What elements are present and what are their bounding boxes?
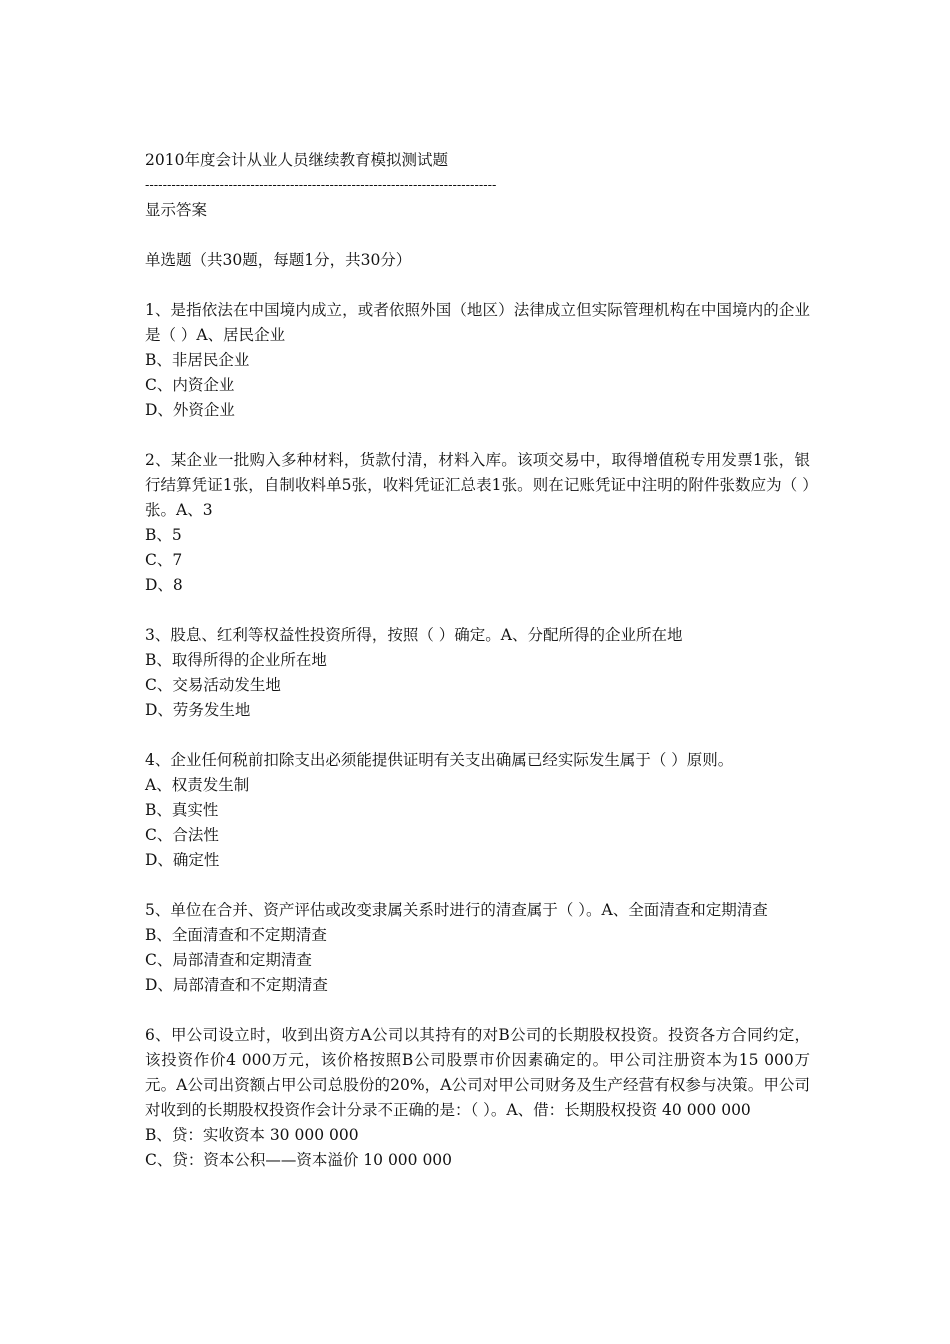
question-1 xyxy=(145,298,810,423)
question-3 xyxy=(145,623,810,723)
question-stem: 6、甲公司设立时，收到出资方A公司以其持有的对B公司的长期股权投资。投资各方合同约定，该投资作价4 000万元，该价格按照B公司股票市价因素确定的。甲公司注册资本为15 000万元。A公司出资额占甲公司总股份的20%，A公司对甲公司财务及生产经营有权参与决策。甲公司对收到的长期股权投资作会计分录不正确的是：（ ）。A、借：长期股权投资 40 000 000 xyxy=(145,1026,810,1119)
answer-option: D、局部清查和不定期清查 xyxy=(145,976,328,994)
answer-option: D、外资企业 xyxy=(145,401,235,419)
separator-line: -------------------------------------------------------------------------------- xyxy=(145,178,497,193)
answer-option: C、合法性 xyxy=(145,826,219,844)
question-2 xyxy=(145,448,810,598)
question-stem: 3、股息、红利等权益性投资所得，按照（ ）确定。A、分配所得的企业所在地 xyxy=(145,626,683,644)
question-stem: 1、是指依法在中国境内成立，或者依照外国（地区）法律成立但实际管理机构在中国境内的企业是（ ）A、居民企业 xyxy=(145,301,810,344)
answer-option: D、8 xyxy=(145,576,183,594)
answer-option: B、全面清查和不定期清查 xyxy=(145,926,327,944)
answer-option: A、权责发生制 xyxy=(145,776,250,794)
spacer xyxy=(145,423,810,448)
page-title: 2010年度会计从业人员继续教育模拟测试题 xyxy=(145,151,448,169)
spacer xyxy=(145,998,810,1023)
answer-option: C、局部清查和定期清查 xyxy=(145,951,312,969)
spacer xyxy=(145,873,810,898)
answer-option: C、内资企业 xyxy=(145,376,235,394)
answer-option: C、交易活动发生地 xyxy=(145,676,281,694)
show-answer-link[interactable]: 显示答案 xyxy=(145,201,208,219)
answer-option: B、真实性 xyxy=(145,801,219,819)
answer-option: C、贷：资本公积——资本溢价 10 000 000 xyxy=(145,1151,453,1169)
question-5 xyxy=(145,898,810,998)
answer-option: C、7 xyxy=(145,551,183,569)
question-stem: 5、单位在合并、资产评估或改变隶属关系时进行的清查属于（ ）。A、全面清查和定期清查 xyxy=(145,901,768,919)
spacer xyxy=(145,273,810,298)
question-stem: 2、某企业一批购入多种材料，货款付清，材料入库。该项交易中，取得增值税专用发票1张，银行结算凭证1张，自制收料单5张，收料凭证汇总表1张。则在记账凭证中注明的附件张数应为（ ）张。A、3 xyxy=(145,451,810,519)
question-6 xyxy=(145,1023,810,1173)
answer-option: B、5 xyxy=(145,526,182,544)
spacer xyxy=(145,223,810,248)
answer-option: D、确定性 xyxy=(145,851,220,869)
answer-option: B、非居民企业 xyxy=(145,351,250,369)
spacer xyxy=(145,723,810,748)
document-page xyxy=(145,148,810,1173)
question-stem: 4、企业任何税前扣除支出必须能提供证明有关支出确属已经实际发生属于（ ）原则。 xyxy=(145,751,734,769)
question-4 xyxy=(145,748,810,873)
answer-option: D、劳务发生地 xyxy=(145,701,251,719)
answer-option: B、取得所得的企业所在地 xyxy=(145,651,327,669)
answer-option: B、贷：实收资本 30 000 000 xyxy=(145,1126,359,1144)
spacer xyxy=(145,598,810,623)
section-header: 单选题（共30题，每题1分，共30分） xyxy=(145,251,412,269)
